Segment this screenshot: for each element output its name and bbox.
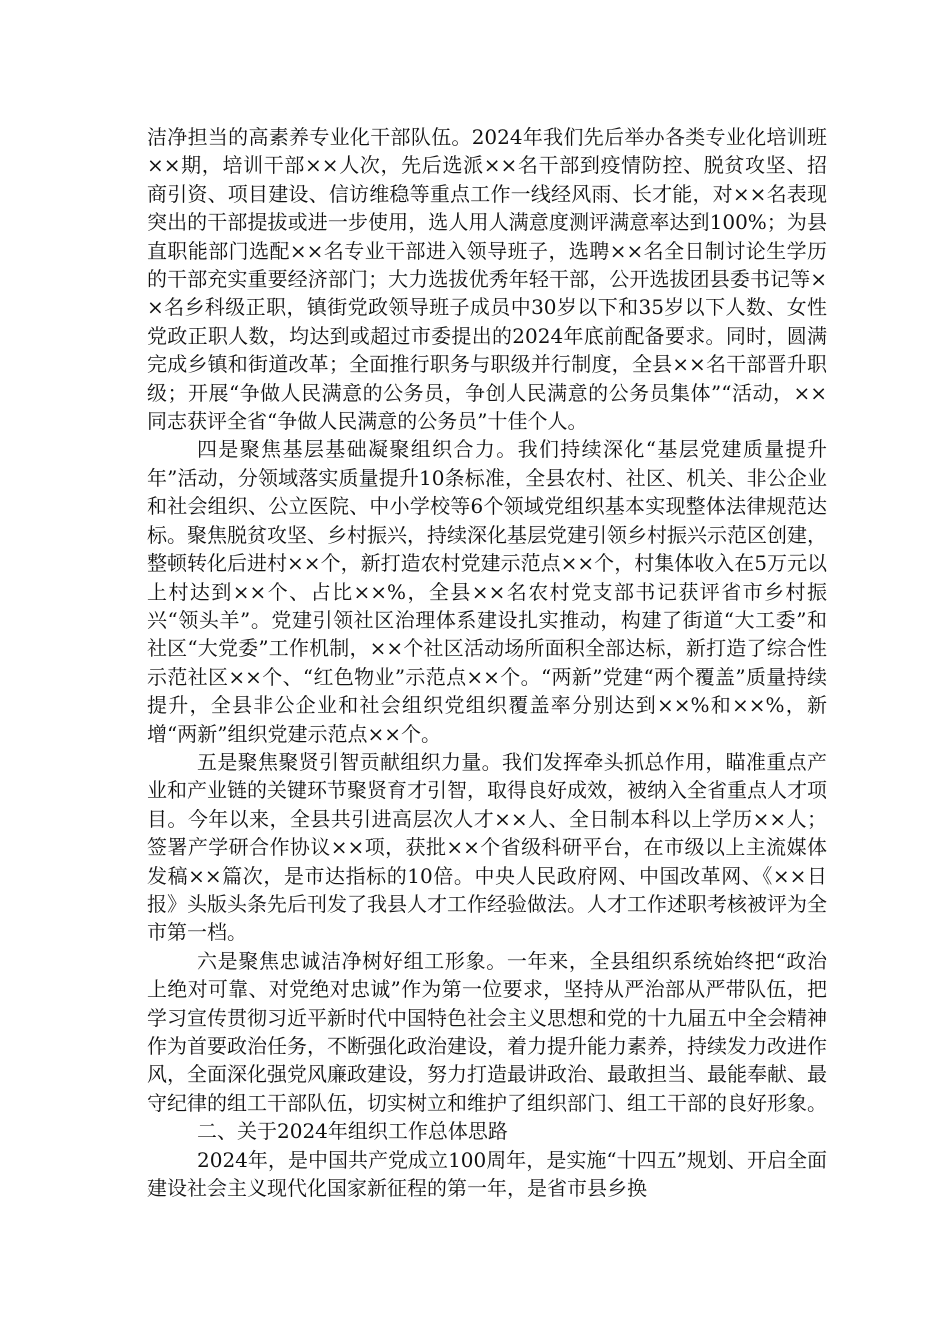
paragraph-2024-overview: 2024年，是中国共产党成立100周年，是实施“十四五”规划、开启全面建设社会主义现代化国家新征程的第一年，是省市县乡换	[147, 1147, 827, 1201]
document-body	[147, 123, 827, 1202]
paragraph-image: 六是聚焦忠诚洁净树好组工形象。一年来，全县组织系统始终把“政治上绝对可靠、对党绝对忠诚”作为第一位要求，坚持从严治部从严带队伍，把学习宣传贯彻习近平新时代中国特色社会主义思想和党的十九届五中全会精神作为首要政治任务，不断强化政治建设，着力提升能力素养，持续发力改进作风，全面深化强党风廉政建设，努力打造最讲政治、最敢担当、最能奉献、最守纪律的组工干部队伍，切实树立和维护了组织部门、组工干部的良好形象。	[147, 948, 827, 1115]
paragraph-cadre-team: 洁净担当的高素养专业化干部队伍。2024年我们先后举办各类专业化培训班××期，培训干部××人次，先后选派××名干部到疫情防控、脱贫攻坚、招商引资、项目建设、信访维稳等重点工作一线经风雨、长才能，对××名表现突出的干部提拔或进一步使用，选人用人满意度测评满意率达到100%；为县直职能部门选配××名专业干部进入领导班子，选聘××名全日制讨论生学历的干部充实重要经济部门；大力选拔优秀年轻干部，公开选拔团县委书记等××名乡科级正职，镇街党政领导班子成员中30岁以下和35岁以下人数、女性党政正职人数，均达到或超过市委提出的2024年底前配备要求。同时，圆满完成乡镇和街道改革；全面推行职务与职级并行制度，全县××名干部晋升职级；开展“争做人民满意的公务员，争创人民满意的公务员集体”“活动，××同志获评全省“争做人民满意的公务员”十佳个人。	[147, 125, 827, 434]
paragraph-talent: 五是聚焦聚贤引智贡献组织力量。我们发挥牵头抓总作用，瞄准重点产业和产业链的关键环节聚贤育才引智，取得良好成效，被纳入全省重点人才项目。今年以来，全县共引进高层次人才××人、全日制本科以上学历××人；签署产学研合作协议××项，获批××个省级科研平台，在市级以上主流媒体发稿××篇次，是市达指标的10倍。中央人民政府网、中国改革网、《××日报》头版头条先后刊发了我县人才工作经验做法。人才工作述职考核被评为全市第一档。	[147, 749, 827, 945]
section-heading: 二、关于2024年组织工作总体思路	[197, 1119, 508, 1144]
paragraph-grassroots: 四是聚焦基层基础凝聚组织合力。我们持续深化“基层党建质量提升年”活动，分领域落实质量提升10条标准，全县农村、社区、机关、非公企业和社会组织、公立医院、中小学校等6个领域党组织基本实现整体法律规范达标。聚焦脱贫攻坚、乡村振兴，持续深化基层党建引领乡村振兴示范区创建，整顿转化后进村××个，新打造农村党建示范点××个，村集体收入在5万元以上村达到××个、占比××%，全县××名农村党支部书记获评省市乡村振兴“领头羊”。党建引领社区治理体系建设扎实推动，构建了街道“大工委”和社区“大党委”工作机制，××个社区活动场所面积全部达标，新打造了综合性示范社区××个、“红色物业”示范点××个。“两新”党建“两个覆盖”质量持续提升，全县非公企业和社会组织党组织覆盖率分别达到××%和××%，新增“两新”组织党建示范点××个。	[147, 437, 827, 746]
